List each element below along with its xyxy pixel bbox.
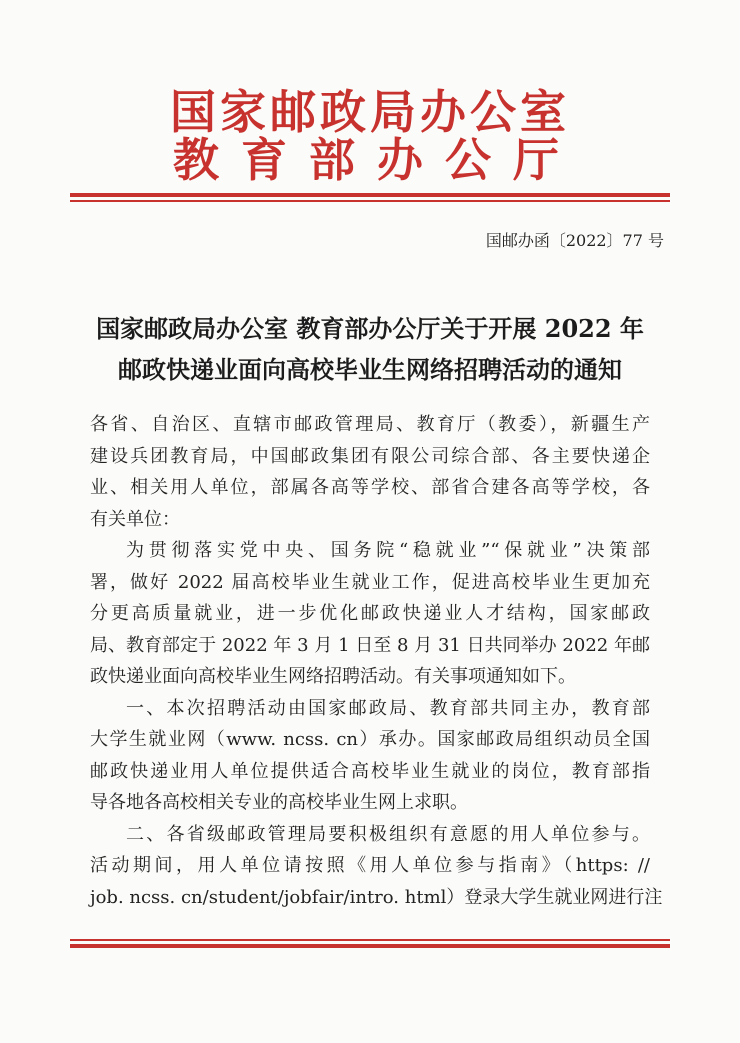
paragraph-2-line: 导各地各高校相关专业的高校毕业生网上求职。 <box>90 792 468 813</box>
paragraph-1-line: 分更高质量就业，进一步优化邮政快递业人才结构，国家邮政 <box>90 603 650 624</box>
addressee-line: 各省、自治区、直辖市邮政管理局、教育厅（教委），新疆生产 <box>90 414 650 435</box>
document-title-line-1: 国家邮政局办公室 教育部办公厅关于开展 2022 年 <box>96 314 644 343</box>
issuer-name-line-1: 国家邮政局办公室 <box>170 85 570 139</box>
paragraph-2-line: 一、本次招聘活动由国家邮政局、教育部共同主办，教育部 <box>126 697 650 719</box>
paragraph-1-line: 局、教育部定于 2022 年 3 月 1 日至 8 月 31 日共同举办 2022 年邮 <box>90 634 650 656</box>
paragraph-1-line: 为贯彻落实党中央、国务院“稳就业”“保就业”决策部 <box>126 540 650 561</box>
addressee-line: 有关单位： <box>90 508 180 530</box>
paragraph-3-line: 二、各省级邮政管理局要积极组织有意愿的用人单位参与。 <box>126 823 650 845</box>
issuer-name-line-2: 教育部办公厅 <box>173 133 581 187</box>
paragraph-3-line: 活动期间，用人单位请按照《用人单位参与指南》（https: // <box>90 855 650 876</box>
addressee-line: 业、相关用人单位，部属各高等学校、部省合建各高等学校，各 <box>90 477 650 498</box>
footer-rule-thick <box>70 944 670 948</box>
paragraph-3-line: job. ncss. cn/student/jobfair/intro. html）登录大学生就业网进行注 <box>90 886 663 908</box>
paragraph-2-line: 邮政快递业用人单位提供适合高校毕业生就业的岗位，教育部指 <box>90 760 650 782</box>
paragraph-1-line: 政快递业面向高校毕业生网络招聘活动。有关事项通知如下。 <box>90 666 576 687</box>
footer-rule-thin <box>70 939 670 941</box>
paragraph-2-line: 大学生就业网（www. ncss. cn）承办。国家邮政局组织动员全国 <box>90 729 650 750</box>
letterhead-rule-thick <box>70 193 670 197</box>
document-number: 国邮办函〔2022〕77 号 <box>485 231 664 250</box>
paragraph-1-line: 署，做好 2022 届高校毕业生就业工作，促进高校毕业生更加充 <box>90 571 650 593</box>
document-body <box>90 409 663 913</box>
letterhead-rule-thin <box>70 200 670 202</box>
document-title-line-2: 邮政快递业面向高校毕业生网络招聘活动的通知 <box>118 355 622 384</box>
addressee-line: 建设兵团教育局，中国邮政集团有限公司综合部、各主要快递企 <box>90 445 650 467</box>
